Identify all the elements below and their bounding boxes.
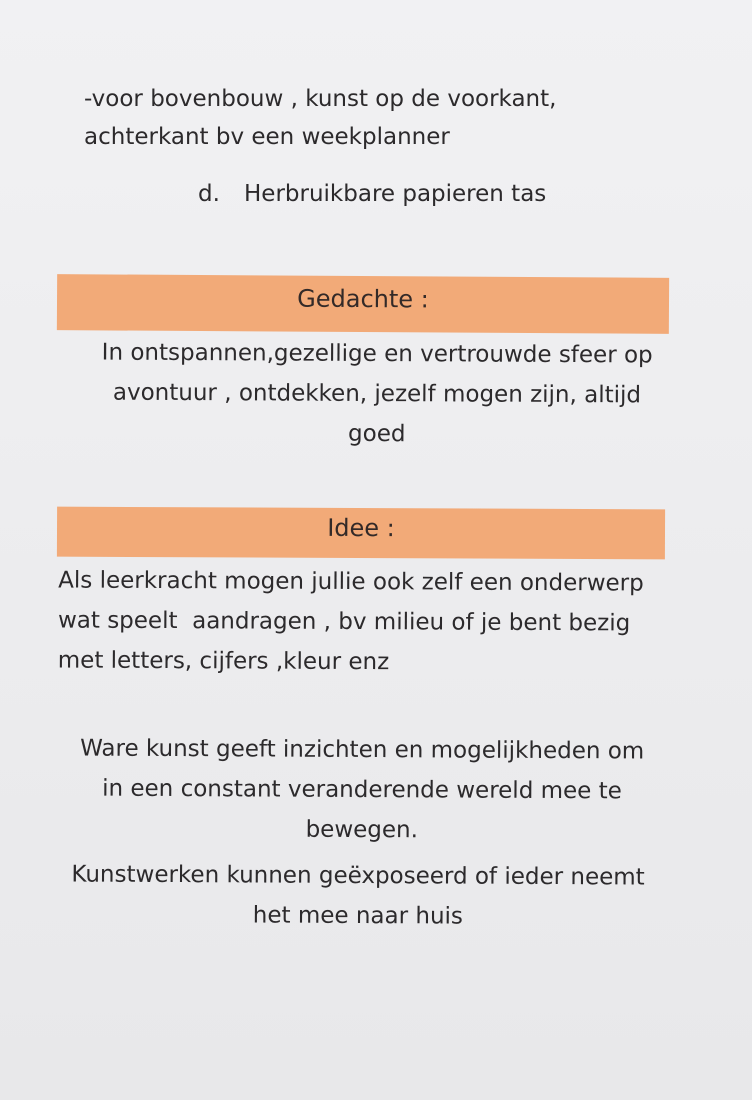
gedachte-line-1: In ontspannen,gezellige en vertrouwde sfeer op <box>101 339 653 369</box>
idee-paragraph <box>58 560 644 683</box>
section-heading-label: Idee : <box>327 513 395 543</box>
gedachte-line-2: avontuur , ontdekken, jezelf mogen zijn, altijd <box>112 379 642 409</box>
closing-line-2: het mee naar huis <box>252 902 464 930</box>
closing-line-1: Kunstwerken kunnen geëxposeerd of ieder neemt <box>71 861 645 891</box>
list-item-text: Herbruikbare papieren tas <box>244 181 547 207</box>
quote-paragraph <box>52 728 673 851</box>
section-heading-gedachte <box>57 274 669 334</box>
section-heading-label: Gedachte : <box>297 284 429 314</box>
intro-line-1: -voor bovenbouw , kunst op de voorkant, <box>84 86 557 112</box>
list-marker: d. <box>198 181 220 207</box>
quote-line-2: in een constant veranderende wereld mee te <box>102 775 622 805</box>
intro-line-2: achterkant bv een weekplanner <box>84 124 450 150</box>
quote-line-1: Ware kunst geeft inzichten en mogelijkheden om <box>80 735 645 765</box>
gedachte-paragraph <box>66 332 689 455</box>
quote-line-3: bewegen. <box>305 816 419 844</box>
section-heading-idee <box>57 507 665 560</box>
idee-line-2: wat speelt aandragen , bv milieu of je bent bezig <box>57 607 631 637</box>
idee-line-1: Als leerkracht mogen jullie ook zelf een onderwerp <box>58 567 644 597</box>
intro-paragraph <box>84 80 556 156</box>
gedachte-line-3: goed <box>348 420 406 448</box>
list-item-d <box>198 174 546 214</box>
idee-line-3: met letters, cijfers ,kleur enz <box>57 647 390 676</box>
closing-paragraph <box>48 854 668 937</box>
